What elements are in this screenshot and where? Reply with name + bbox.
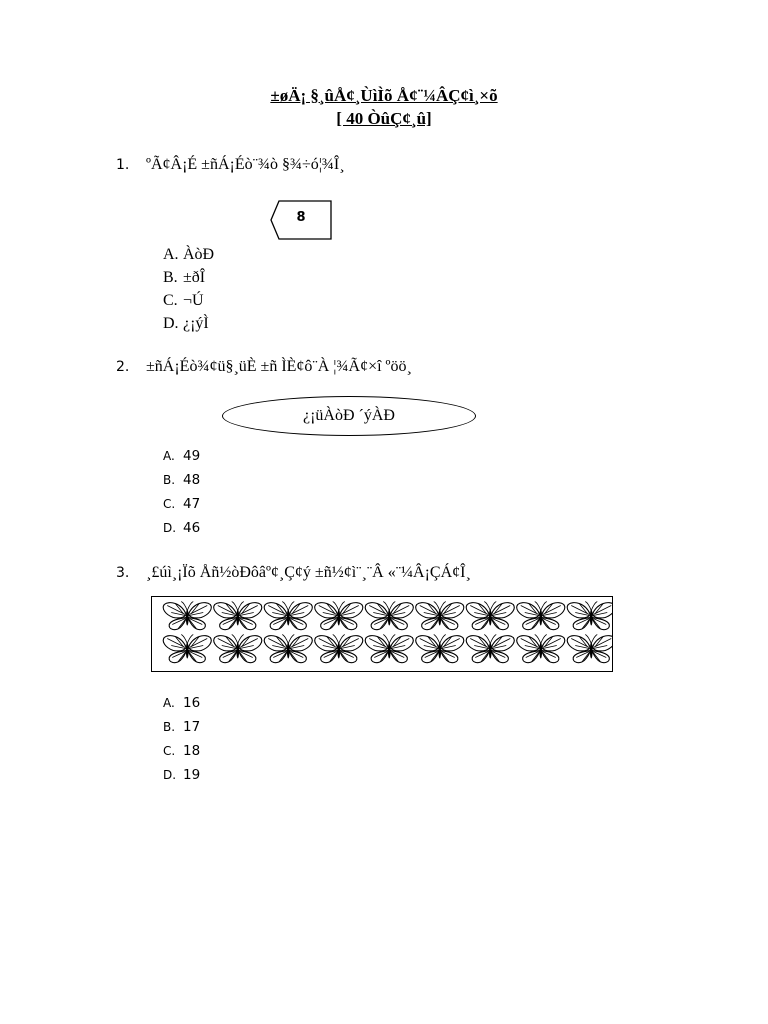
butterfly-icon (416, 635, 464, 663)
option-c[interactable]: C. 18 (163, 743, 201, 759)
question-1 (116, 156, 345, 174)
option-b[interactable]: B. ±ðÎ (163, 269, 206, 286)
question-1-options (163, 243, 214, 335)
butterfly-picture-frame (151, 596, 613, 672)
question-3 (116, 564, 471, 582)
option-c[interactable]: C. ¬Ú (163, 292, 204, 309)
question-text: ±ñÁ¡Éò¾¢ü§¸üÈ ±ñ ÌÈ¢ô¨À ¦¾Ã¢×î ºöö¸ (146, 358, 412, 375)
option-b[interactable]: B. 48 (163, 472, 201, 488)
butterfly-icon (466, 635, 514, 663)
question-2 (116, 358, 412, 376)
butterfly-icon (315, 635, 363, 663)
butterfly-icon (517, 602, 565, 630)
worksheet-title: ±øÄ¡ §¸ûÅ¢¸ÙìÌõ Å¢¨¼ÂÇ¢ì¸×õ (270, 86, 498, 105)
option-a[interactable]: A. 16 (163, 695, 201, 711)
question-3-options (163, 691, 200, 787)
butterfly-icon (214, 602, 262, 630)
option-a[interactable]: A. ÀòÐ (163, 246, 215, 263)
question-number: 1. (116, 157, 130, 173)
butterfly-icon (416, 602, 464, 630)
butterfly-icon (365, 602, 413, 630)
butterfly-icon (315, 602, 363, 630)
question-2-options (163, 444, 200, 540)
butterfly-icon (264, 635, 312, 663)
butterfly-grid (152, 597, 612, 671)
butterfly-icon (567, 602, 612, 630)
option-a[interactable]: A. 49 (163, 448, 201, 464)
question-text: ¸£úì¸¡Ïõ Åñ½òÐôâº¢¸Ç¢ý ±ñ½¢ì¨¸¨Â «¨¼Â¡ÇÁ¢Î¸ (146, 564, 471, 581)
option-d[interactable]: D. 46 (163, 520, 201, 536)
worksheet-marks: [ 40 ÒûÇ¢¸û] (336, 109, 432, 128)
butterfly-icon (365, 635, 413, 663)
butterfly-icon (517, 635, 565, 663)
question-number: 3. (116, 565, 130, 581)
option-b[interactable]: B. 17 (163, 719, 201, 735)
option-d[interactable]: D. ¿¡ýÌ (163, 315, 209, 332)
hexagon-number-value: 8 (296, 210, 306, 225)
butterfly-icon (214, 635, 262, 663)
butterfly-icon (163, 602, 211, 630)
butterfly-icon (567, 635, 612, 663)
question-number: 2. (116, 359, 130, 375)
butterfly-icon (264, 602, 312, 630)
butterfly-icon (163, 635, 211, 663)
option-c[interactable]: C. 47 (163, 496, 201, 512)
option-d[interactable]: D. 19 (163, 767, 201, 783)
butterfly-icon (466, 602, 514, 630)
number-word-oval: ¿¡üÀòÐ ´ýÀÐ (222, 396, 476, 436)
question-text: ºÃ¢Â¡É ±ñÁ¡Éò¨¾ò §¾÷ó¦¾Î¸ (146, 156, 345, 173)
